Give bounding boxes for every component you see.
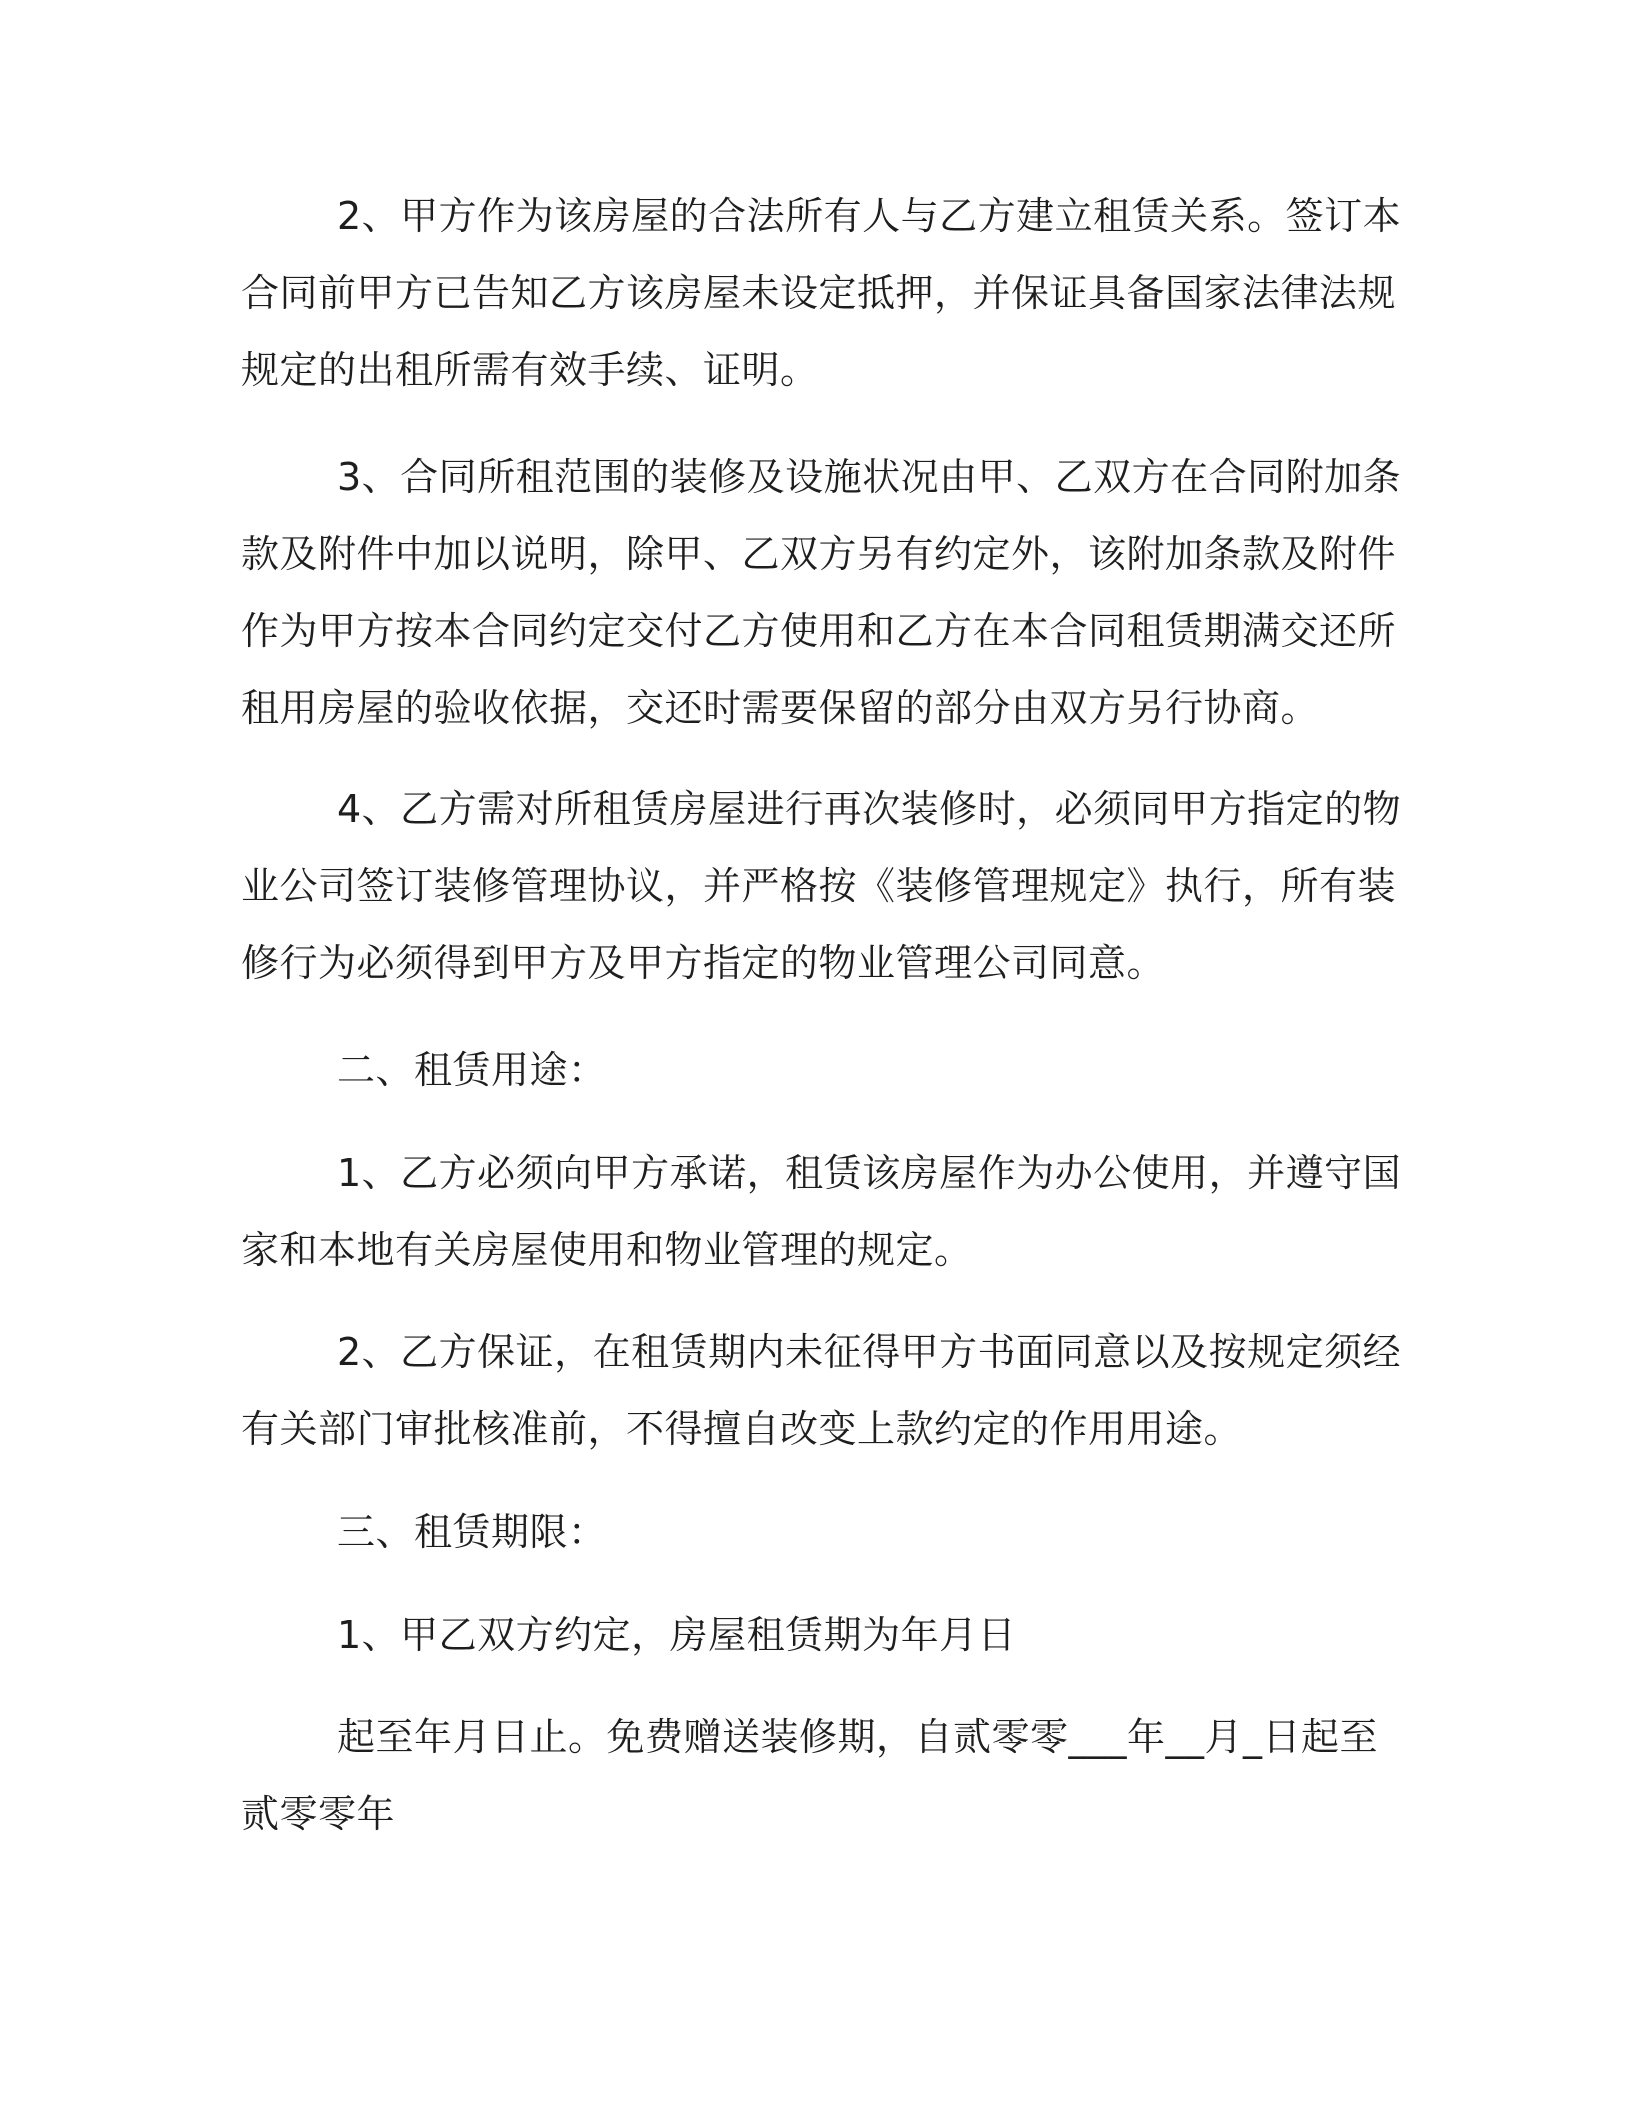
text-line: 3、合同所租范围的装修及设施状况由甲、乙双方在合同附加条 (337, 455, 1402, 499)
paragraph-clause-2-ownership (241, 178, 1402, 409)
text-line: 家和本地有关房屋使用和物业管理的规定。 (241, 1228, 973, 1272)
section-heading: 三、租赁期限： (337, 1510, 607, 1554)
section-heading-lease-term (241, 1494, 1361, 1571)
text-line: 2、甲方作为该房屋的合法所有人与乙方建立租赁关系。签订本 (337, 194, 1402, 238)
paragraph-clause-4-renovation (241, 771, 1402, 1002)
text-line: 1、乙方必须向甲方承诺，租赁该房屋作为办公使用，并遵守国 (337, 1151, 1402, 1195)
text-line: 2、乙方保证，在租赁期内未征得甲方书面同意以及按规定须经 (337, 1330, 1402, 1374)
section-heading-lease-purpose (241, 1032, 1361, 1109)
text-line: 作为甲方按本合同约定交付乙方使用和乙方在本合同租赁期满交还所 (241, 609, 1397, 653)
paragraph-term-1-continued (241, 1699, 1379, 1853)
text-line: 规定的出租所需有效手续、证明。 (241, 348, 819, 392)
text-line: 合同前甲方已告知乙方该房屋未设定抵押，并保证具备国家法律法规 (241, 271, 1397, 315)
text-line: 1、甲乙双方约定，房屋租赁期为年月日 (337, 1613, 1017, 1657)
text-line: 租用房屋的验收依据，交还时需要保留的部分由双方另行协商。 (241, 686, 1320, 730)
paragraph-term-1 (241, 1597, 1361, 1674)
section-heading: 二、租赁用途： (337, 1048, 607, 1092)
paragraph-purpose-1 (241, 1135, 1402, 1289)
text-line: 款及附件中加以说明，除甲、乙双方另有约定外，该附加条款及附件 (241, 532, 1397, 576)
paragraph-clause-3-facilities (241, 439, 1402, 747)
text-line: 起至年月日止。免费赠送装修期，自贰零零___年__月_日起至 (337, 1715, 1379, 1759)
text-line: 4、乙方需对所租赁房屋进行再次装修时，必须同甲方指定的物 (337, 787, 1402, 831)
text-line: 贰零零年 (241, 1792, 396, 1836)
paragraph-purpose-2 (241, 1314, 1402, 1468)
text-line: 业公司签订装修管理协议，并严格按《装修管理规定》执行，所有装 (241, 864, 1397, 908)
text-line: 修行为必须得到甲方及甲方指定的物业管理公司同意。 (241, 941, 1166, 985)
text-line: 有关部门审批核准前，不得擅自改变上款约定的作用用途。 (241, 1407, 1243, 1451)
